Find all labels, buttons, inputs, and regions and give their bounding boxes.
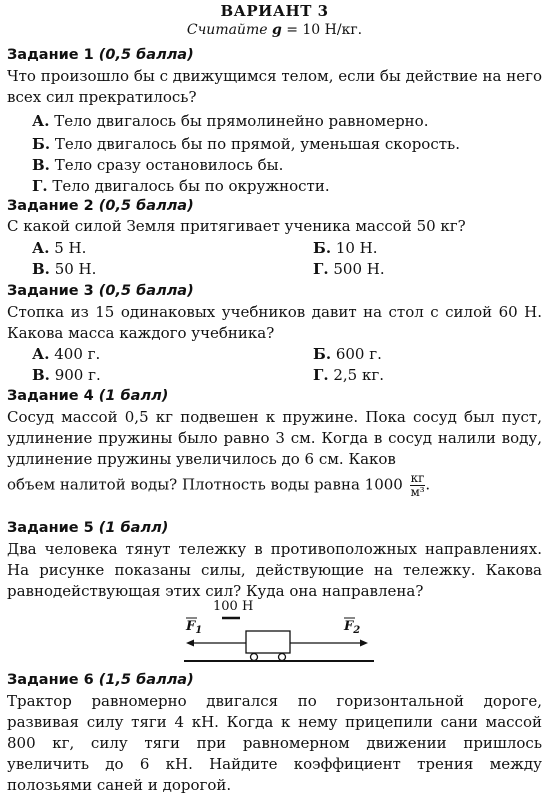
option-letter: А.: [32, 345, 50, 363]
task-1-option-c: [32, 156, 283, 174]
option-text: 400 г.: [54, 345, 101, 363]
task-3-question: Стопка из 15 одинаковых учебников давит на стол с силой 60 Н. Какова масса каждого учебника?: [7, 303, 542, 342]
force-f1-arrowhead: [186, 640, 194, 647]
task-5-points: (1 балл): [98, 520, 169, 536]
task-2-heading: [7, 198, 194, 214]
density-unit-fraction: [410, 472, 426, 499]
option-text: Тело двигалось бы по прямой, уменьшая скорость.: [54, 135, 460, 153]
force-f1-subscript: 1: [195, 625, 203, 636]
option-text: 500 Н.: [333, 260, 385, 278]
task-1-option-a: [32, 112, 428, 130]
gravity-note-prefix: Считайте: [186, 22, 272, 38]
force-f1-label: [185, 619, 202, 636]
task-3-points: (0,5 балла): [98, 283, 194, 299]
task-4-question: Сосуд массой 0,5 кг подвешен к пружине. Пока сосуд был пуст, удлинение пружины было равно 3 см. Когда в сосуд налили воду, удлинение пружины увеличилось до 6 см. Каков: [7, 408, 542, 468]
task-6-points: (1,5 балла): [98, 672, 194, 688]
task-6-title: Задание 6: [7, 672, 94, 688]
task-2-option-d: [313, 260, 385, 278]
task-3-option-c: [32, 366, 101, 384]
option-letter: Г.: [313, 366, 329, 384]
force-diagram: [180, 598, 380, 670]
option-letter: Б.: [313, 345, 332, 363]
task-1-question: Что произошло бы с движущимся телом, если бы действие на него всех сил прекратилось?: [7, 67, 542, 106]
task-4-period: .: [425, 475, 431, 494]
task-3-option-d: [313, 366, 384, 384]
task-4-heading: [7, 388, 168, 404]
gravity-value: = 10 Н/кг.: [281, 22, 363, 38]
option-letter: Б.: [313, 239, 332, 257]
task-1-heading: [7, 47, 194, 63]
option-letter: Б.: [32, 135, 51, 153]
option-letter: В.: [32, 366, 50, 384]
option-text: 900 г.: [54, 366, 101, 384]
task-2-option-c: [32, 260, 96, 278]
task-5-title: Задание 5: [7, 520, 94, 536]
density-unit-numerator: кг: [410, 471, 425, 485]
gravity-symbol: g: [271, 22, 282, 38]
task-4-question-end: объем налитой воды? Плотность воды равна 1000: [7, 475, 403, 494]
task-4-title: Задание 4: [7, 388, 94, 404]
option-text: 50 Н.: [54, 260, 97, 278]
cart-wheel-left: [251, 654, 258, 661]
force-f2-arrowhead: [360, 640, 368, 647]
density-unit-denominator: м³: [410, 485, 425, 499]
force-f2-label: [343, 619, 360, 636]
variant-title: ВАРИАНТ 3: [220, 2, 329, 20]
force-f1-letter: F: [186, 619, 196, 634]
task-3-heading: [7, 283, 194, 299]
option-text: 10 Н.: [335, 239, 378, 257]
task-1-option-d: [32, 177, 330, 195]
force-f2-subscript: 2: [353, 625, 361, 636]
option-text: 5 Н.: [54, 239, 87, 257]
scale-label: 100 Н: [213, 599, 254, 614]
option-text: 2,5 кг.: [333, 366, 384, 384]
task-5-question: Два человека тянут тележку в противоположных направлениях. На рисунке показаны силы, действующие на тележку. Какова равнодействующая этих сил? Куда она направлена?: [7, 540, 542, 600]
task-6-heading: [7, 672, 194, 688]
option-text: Тело двигалось бы по окружности.: [52, 177, 330, 195]
task-4-question-last-line: [7, 472, 430, 499]
task-4-points: (1 балл): [98, 388, 169, 404]
task-3-option-b: [313, 345, 382, 363]
task-5-heading: [7, 520, 168, 536]
option-letter: В.: [32, 260, 50, 278]
task-2-option-a: [32, 239, 86, 257]
task-3-title: Задание 3: [7, 283, 94, 299]
task-3-option-a: [32, 345, 100, 363]
option-text: 600 г.: [335, 345, 382, 363]
task-2-points: (0,5 балла): [98, 198, 194, 214]
task-2-option-b: [313, 239, 378, 257]
task-1-option-b: [32, 135, 460, 153]
option-text: Тело сразу остановилось бы.: [54, 156, 284, 174]
task-6-question: Трактор равномерно двигался по горизонтальной дороге, развивая силу тяги 4 кН. Когда к нему прицепили сани массой 800 кг, силу тяги при равномерном движении пришлось увеличить до 6 кН. Найдите коэффициент трения между полозьями саней и дорогой.: [7, 692, 542, 794]
task-2-question: С какой силой Земля притягивает ученика массой 50 кг?: [7, 217, 466, 235]
option-text: Тело двигалось бы прямолинейно равномерно.: [54, 112, 429, 130]
option-letter: А.: [32, 239, 50, 257]
cart-body: [246, 631, 290, 653]
task-2-title: Задание 2: [7, 198, 94, 214]
option-letter: Г.: [313, 260, 329, 278]
force-f2-letter: F: [344, 619, 354, 634]
option-letter: В.: [32, 156, 50, 174]
gravity-note: [0, 22, 549, 38]
task-1-points: (0,5 балла): [98, 47, 194, 63]
option-letter: Г.: [32, 177, 48, 195]
cart-wheel-right: [279, 654, 286, 661]
option-letter: А.: [32, 112, 50, 130]
task-1-title: Задание 1: [7, 47, 94, 63]
